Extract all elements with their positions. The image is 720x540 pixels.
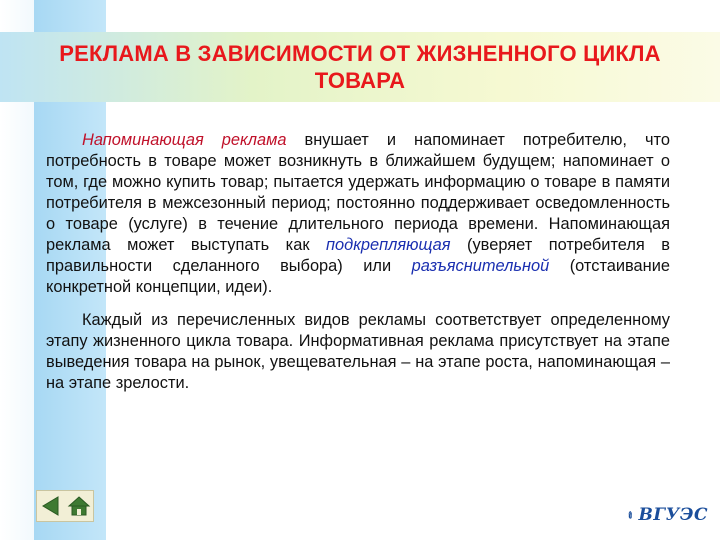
university-emblem-icon bbox=[628, 498, 633, 532]
university-logo bbox=[628, 497, 708, 533]
lead-term: Напоминающая реклама bbox=[82, 131, 287, 149]
paragraph-life-cycle: Каждый из перечисленных видов рекламы соответствует определенному этапу жизненного цикла товара. Информативная реклама присутствует на этапе выведения товара на рынок, увещевательная – на этапе роста, напоминающая – на этапе зрелости. bbox=[46, 311, 670, 392]
paragraph-text: внушает и напоминает потребителю, что потребность в товаре может возникнуть в ближайшем будущем; напоминает о том, где можно купить товар; пытается удержать информацию о товаре в памяти потребителя в межсезонный период; постоянно поддерживает осведомленность о товаре (услуге) в течение длительного периода времени. Напоминающая реклама может выступать как bbox=[46, 131, 670, 254]
logo-text: ВГУЭС bbox=[638, 505, 708, 525]
paragraph-text: (уверяет потребителя в правильности сделанного выбора) или bbox=[46, 236, 670, 275]
back-button[interactable] bbox=[38, 493, 64, 519]
slide-body bbox=[46, 130, 670, 406]
navigation-bar bbox=[36, 490, 94, 522]
home-button[interactable] bbox=[66, 493, 92, 519]
term-reinforcing: подкрепляющая bbox=[326, 236, 451, 254]
home-icon bbox=[67, 495, 91, 517]
paragraph-reminder-advertising bbox=[46, 130, 670, 298]
paragraph-text: (отстаивание конкретной концепции, идеи). bbox=[46, 257, 670, 296]
slide-title: РЕКЛАМА В ЗАВИСИМОСТИ ОТ ЖИЗНЕННОГО ЦИКЛА ТОВАРА bbox=[59, 41, 661, 93]
term-explanatory: разъяснительной bbox=[411, 257, 550, 275]
back-arrow-icon bbox=[40, 495, 62, 517]
